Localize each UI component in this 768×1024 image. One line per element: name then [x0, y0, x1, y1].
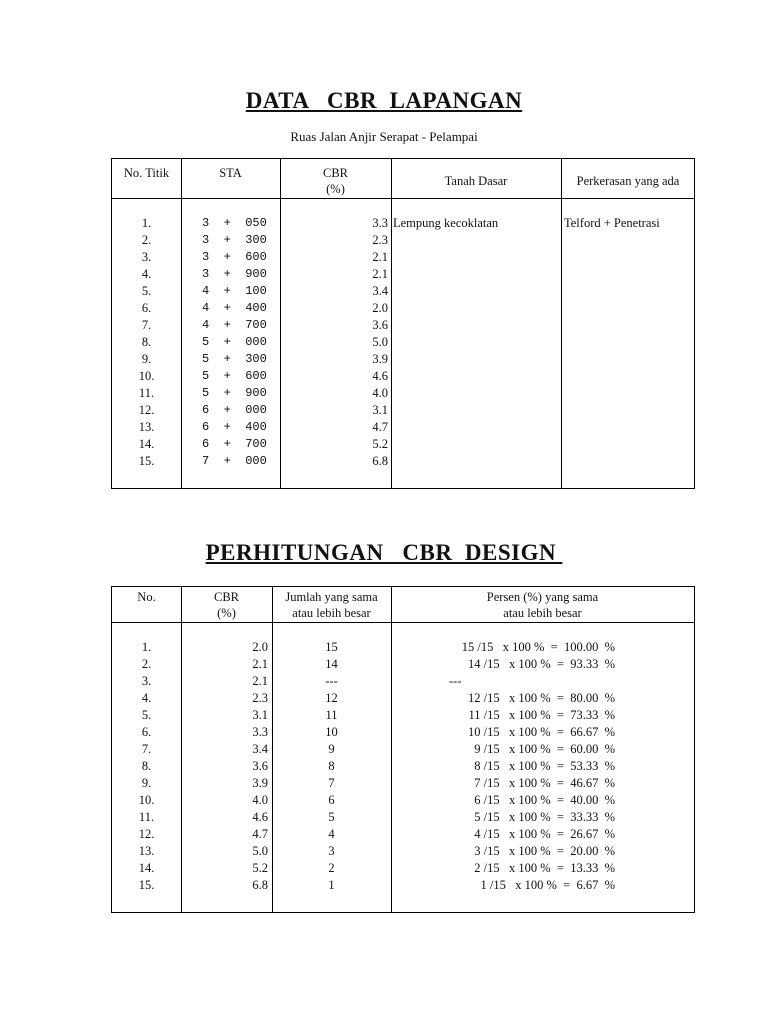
sta-value: 3 + 900	[202, 267, 267, 281]
table-row	[112, 283, 694, 300]
count-value: 11	[325, 708, 338, 722]
section-title-perhitungan-cbr-design: PERHITUNGAN CBR DESIGN	[205, 540, 563, 565]
sta-value: 5 + 900	[202, 386, 267, 400]
table-row	[112, 673, 694, 690]
percent-calculation: 14 /15 x 100 % = 93.33 %	[468, 657, 615, 671]
table-row	[112, 334, 694, 351]
row-number: 13.	[138, 844, 155, 858]
row-number: 8.	[141, 759, 152, 773]
count-value: 2	[328, 861, 335, 875]
cbr-value: 3.4	[372, 284, 388, 298]
table-body	[112, 215, 694, 470]
row-number: 6.	[141, 725, 152, 739]
sta-value: 6 + 000	[202, 403, 267, 417]
count-value: 10	[325, 725, 338, 739]
table-row	[112, 419, 694, 436]
row-number: 2.	[141, 233, 152, 247]
cbr-value: 3.6	[372, 318, 388, 332]
row-number: 11.	[138, 386, 155, 400]
table-row	[112, 741, 694, 758]
percent-calculation: 6 /15 x 100 % = 40.00 %	[474, 793, 615, 807]
count-value: 9	[328, 742, 335, 756]
table-row	[112, 402, 694, 419]
cbr-value: 4.7	[252, 827, 268, 841]
table-row	[112, 707, 694, 724]
table-row	[112, 656, 694, 673]
row-number: 1.	[141, 216, 152, 230]
percent-calculation: 3 /15 x 100 % = 20.00 %	[474, 844, 615, 858]
table-row	[112, 826, 694, 843]
header-jumlah-line1: Jumlah yang sama	[285, 590, 378, 604]
cbr-value: 2.1	[372, 250, 388, 264]
cbr-value: 4.7	[372, 420, 388, 434]
count-value: 12	[325, 691, 338, 705]
table-row	[112, 758, 694, 775]
table-row	[112, 860, 694, 877]
count-value: 1	[328, 878, 335, 892]
count-value: 5	[328, 810, 335, 824]
percent-calculation: 10 /15 x 100 % = 66.67 %	[468, 725, 615, 739]
cbr-value: 5.0	[372, 335, 388, 349]
table-row	[112, 690, 694, 707]
table-row	[112, 436, 694, 453]
cbr-design-calculation-table	[111, 586, 695, 913]
row-number: 9.	[141, 352, 152, 366]
header-tanah-dasar: Tanah Dasar	[444, 174, 508, 188]
sta-value: 5 + 000	[202, 335, 267, 349]
table-row	[112, 792, 694, 809]
count-value: ---	[325, 674, 338, 688]
table-row	[112, 351, 694, 368]
road-section-subtitle: Ruas Jalan Anjir Serapat - Pelampai	[290, 129, 478, 144]
cbr-value: 2.1	[372, 267, 388, 281]
header-perkerasan: Perkerasan yang ada	[576, 174, 680, 188]
header-persen-line1: Persen (%) yang sama	[486, 590, 599, 604]
cbr-value: 5.0	[252, 844, 268, 858]
row-number: 4.	[141, 267, 152, 281]
row-number: 12.	[138, 403, 155, 417]
percent-calculation: 8 /15 x 100 % = 53.33 %	[474, 759, 615, 773]
sta-value: 3 + 050	[202, 216, 267, 230]
row-number: 10.	[138, 793, 155, 807]
cbr-value: 2.0	[252, 640, 268, 654]
perkerasan-value: Telford + Penetrasi	[564, 216, 660, 230]
percent-calculation: 15 /15 x 100 % = 100.00 %	[461, 640, 615, 654]
table-row	[112, 249, 694, 266]
row-number: 13.	[138, 420, 155, 434]
cbr-value: 3.4	[252, 742, 268, 756]
cbr-value: 3.1	[372, 403, 388, 417]
count-value: 3	[328, 844, 335, 858]
percent-calculation: 1 /15 x 100 % = 6.67 %	[480, 878, 615, 892]
cbr-value: 3.3	[372, 216, 388, 230]
cbr-value: 4.0	[372, 386, 388, 400]
cbr-value: 2.0	[372, 301, 388, 315]
table-body	[112, 639, 694, 894]
percent-calculation: 11 /15 x 100 % = 73.33 %	[468, 708, 615, 722]
header-no-titik: No. Titik	[123, 166, 170, 180]
percent-calculation: 9 /15 x 100 % = 60.00 %	[474, 742, 615, 756]
row-number: 10.	[138, 369, 155, 383]
header-no: No.	[137, 590, 156, 604]
row-number: 14.	[138, 437, 155, 451]
count-value: 6	[328, 793, 335, 807]
count-value: 4	[328, 827, 335, 841]
sta-value: 3 + 300	[202, 233, 267, 247]
table-row	[112, 453, 694, 470]
cbr-value: 4.6	[372, 369, 388, 383]
table-row	[112, 843, 694, 860]
cbr-value: 3.6	[252, 759, 268, 773]
header-cbr: CBR	[213, 590, 239, 604]
percent-calculation: 5 /15 x 100 % = 33.33 %	[474, 810, 615, 824]
cbr-value: 4.6	[252, 810, 268, 824]
header-cbr: CBR	[322, 166, 348, 180]
table-row	[112, 317, 694, 334]
row-number: 14.	[138, 861, 155, 875]
cbr-value: 5.2	[252, 861, 268, 875]
cbr-value: 5.2	[372, 437, 388, 451]
table-row	[112, 775, 694, 792]
table-row	[112, 877, 694, 894]
sta-value: 4 + 400	[202, 301, 267, 315]
header-jumlah-line2: atau lebih besar	[292, 606, 371, 620]
cbr-value: 2.3	[252, 691, 268, 705]
sta-value: 4 + 700	[202, 318, 267, 332]
sta-value: 4 + 100	[202, 284, 267, 298]
row-number: 6.	[141, 301, 152, 315]
row-number: 15.	[138, 878, 155, 892]
percent-calculation: ---	[449, 674, 462, 688]
table-row	[112, 215, 694, 232]
percent-calculation: 12 /15 x 100 % = 80.00 %	[468, 691, 615, 705]
row-number: 4.	[141, 691, 152, 705]
row-number: 3.	[141, 250, 152, 264]
row-number: 8.	[141, 335, 152, 349]
row-number: 15.	[138, 454, 155, 468]
page-title-data-cbr-lapangan: DATA CBR LAPANGAN	[245, 88, 523, 113]
table-row	[112, 368, 694, 385]
row-number: 1.	[141, 640, 152, 654]
row-number: 3.	[141, 674, 152, 688]
cbr-field-data-table	[111, 158, 695, 489]
count-value: 15	[325, 640, 338, 654]
header-cbr-unit: (%)	[217, 606, 236, 620]
sta-value: 6 + 700	[202, 437, 267, 451]
header-sta: STA	[219, 166, 242, 180]
cbr-value: 3.1	[252, 708, 268, 722]
row-number: 7.	[141, 742, 152, 756]
table-row	[112, 266, 694, 283]
percent-calculation: 2 /15 x 100 % = 13.33 %	[474, 861, 615, 875]
percent-calculation: 4 /15 x 100 % = 26.67 %	[474, 827, 615, 841]
sta-value: 3 + 600	[202, 250, 267, 264]
sta-value: 5 + 300	[202, 352, 267, 366]
table-row	[112, 232, 694, 249]
cbr-value: 2.1	[252, 657, 268, 671]
count-value: 14	[325, 657, 338, 671]
row-number: 11.	[138, 810, 155, 824]
sta-value: 7 + 000	[202, 454, 267, 468]
cbr-value: 2.3	[372, 233, 388, 247]
sta-value: 6 + 400	[202, 420, 267, 434]
row-number: 2.	[141, 657, 152, 671]
count-value: 7	[328, 776, 335, 790]
row-number: 5.	[141, 284, 152, 298]
row-number: 7.	[141, 318, 152, 332]
row-number: 5.	[141, 708, 152, 722]
table-row	[112, 639, 694, 656]
cbr-value: 4.0	[252, 793, 268, 807]
header-cbr-unit: (%)	[326, 182, 345, 196]
cbr-value: 3.9	[372, 352, 388, 366]
sta-value: 5 + 600	[202, 369, 267, 383]
table-row	[112, 385, 694, 402]
row-number: 9.	[141, 776, 152, 790]
table-row	[112, 300, 694, 317]
cbr-value: 6.8	[252, 878, 268, 892]
count-value: 8	[328, 759, 335, 773]
cbr-value: 3.9	[252, 776, 268, 790]
row-number: 12.	[138, 827, 155, 841]
cbr-value: 3.3	[252, 725, 268, 739]
header-persen-line2: atau lebih besar	[503, 606, 582, 620]
table-row	[112, 724, 694, 741]
cbr-value: 6.8	[372, 454, 388, 468]
tanah-dasar-value: Lempung kecoklatan	[393, 216, 499, 230]
percent-calculation: 7 /15 x 100 % = 46.67 %	[474, 776, 615, 790]
cbr-value: 2.1	[252, 674, 268, 688]
table-row	[112, 809, 694, 826]
